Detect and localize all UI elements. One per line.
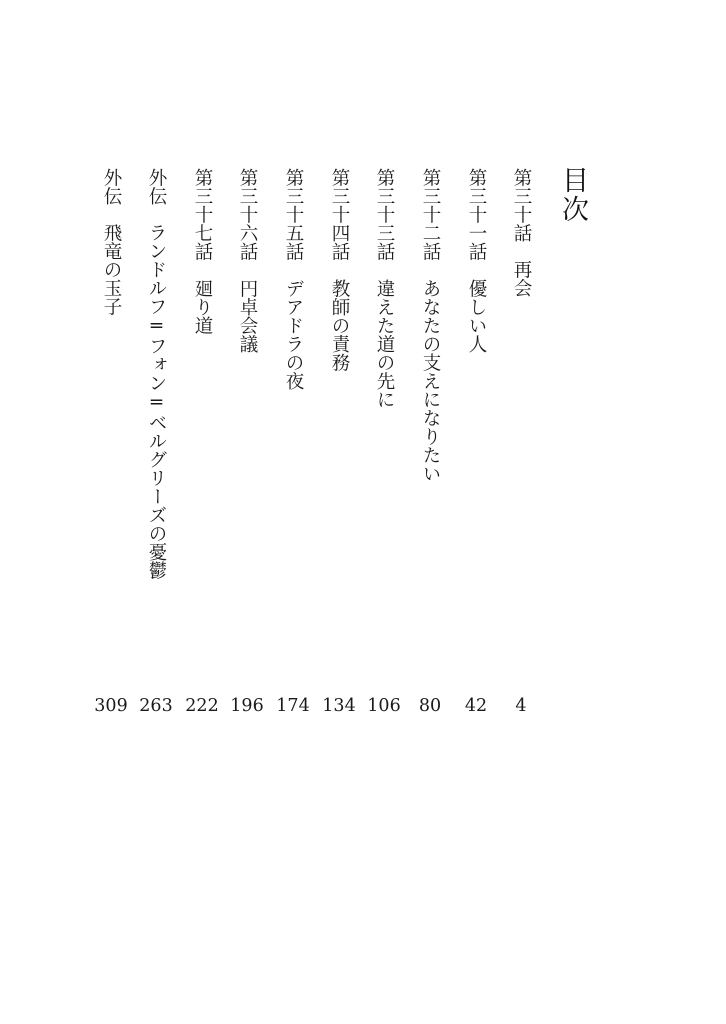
page-number: 134 bbox=[322, 696, 356, 716]
toc-entry-1[interactable] bbox=[508, 168, 534, 297]
page-number: 4 bbox=[515, 696, 527, 716]
page-number: 80 bbox=[418, 696, 442, 716]
toc-entry-4[interactable] bbox=[371, 168, 397, 408]
page-number: 42 bbox=[464, 696, 488, 716]
chapter-label: 第三十話 bbox=[511, 168, 532, 242]
chapter-title: あなたの支えになりたい bbox=[420, 278, 441, 482]
toc-entry-7[interactable] bbox=[234, 168, 260, 353]
toc-entry-3[interactable] bbox=[417, 168, 443, 482]
toc-entry-10[interactable] bbox=[98, 168, 124, 316]
chapter-title: 違えた道の先に bbox=[374, 278, 395, 408]
chapter-title: 優しい人 bbox=[466, 278, 487, 353]
page-number: 309 bbox=[94, 696, 128, 716]
chapter-title: ランドルフ=フォン=ベルグリーズの憂鬱 bbox=[146, 223, 167, 580]
toc-title: 目次 bbox=[557, 166, 588, 224]
page-number: 196 bbox=[230, 696, 264, 716]
page-number: 106 bbox=[367, 696, 401, 716]
chapter-label: 外伝 bbox=[146, 168, 167, 205]
page-number: 222 bbox=[185, 696, 219, 716]
chapter-label: 第三十一話 bbox=[466, 168, 487, 261]
chapter-label: 第三十七話 bbox=[192, 168, 213, 261]
page-number: 174 bbox=[276, 696, 310, 716]
toc-entry-2[interactable] bbox=[463, 168, 489, 353]
toc-entry-6[interactable] bbox=[280, 168, 306, 390]
chapter-label: 外伝 bbox=[101, 168, 122, 205]
chapter-title: 円卓会議 bbox=[237, 278, 258, 353]
chapter-title: 教師の責務 bbox=[329, 278, 350, 371]
chapter-label: 第三十六話 bbox=[237, 168, 258, 261]
chapter-title: 再会 bbox=[511, 260, 532, 297]
chapter-label: 第三十三話 bbox=[374, 168, 395, 261]
page-number: 263 bbox=[139, 696, 173, 716]
chapter-label: 第三十四話 bbox=[329, 168, 350, 261]
toc-entry-5[interactable] bbox=[326, 168, 352, 371]
toc-entry-8[interactable] bbox=[189, 168, 215, 334]
toc-entry-9[interactable] bbox=[143, 168, 169, 580]
chapter-title: 飛竜の玉子 bbox=[101, 223, 122, 316]
chapter-label: 第三十五話 bbox=[283, 168, 304, 261]
chapter-label: 第三十二話 bbox=[420, 168, 441, 261]
chapter-title: 廻り道 bbox=[192, 278, 213, 334]
chapter-title: デアドラの夜 bbox=[283, 278, 304, 390]
